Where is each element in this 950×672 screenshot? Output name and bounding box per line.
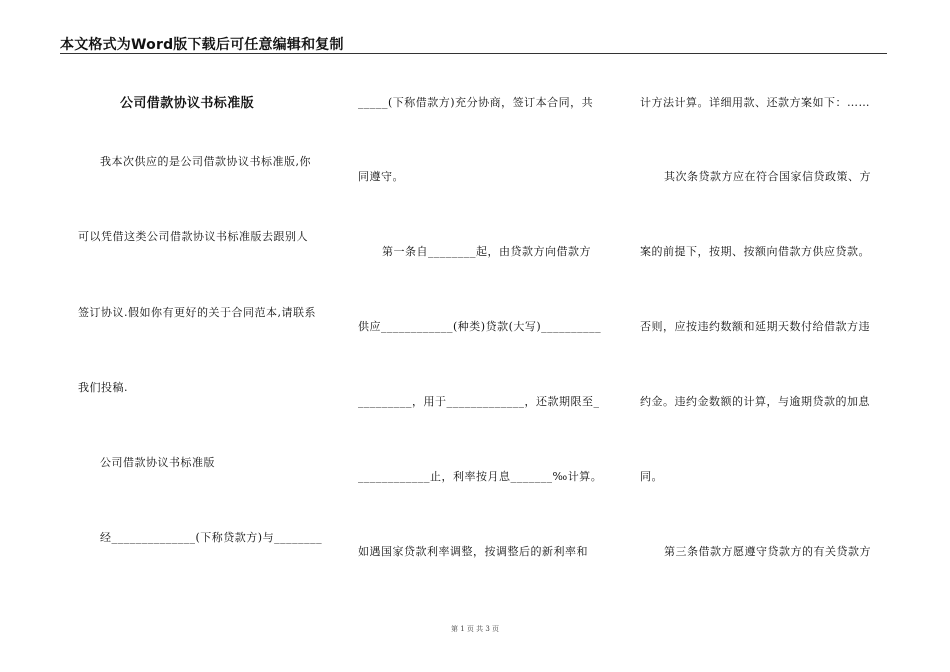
paragraph-line: 签订协议.假如你有更好的关于合同范本,请联系 bbox=[78, 306, 316, 319]
paragraph-line: _________，用于_____________，还款期限至_ bbox=[358, 395, 600, 408]
paragraph-line: 计方法计算。详细用款、还款方案如下：…… bbox=[640, 96, 870, 109]
paragraph-line: 同遵守。 bbox=[358, 170, 404, 183]
paragraph-line: 如遇国家贷款利率调整，按调整后的新利率和 bbox=[358, 545, 588, 558]
paragraph-line: 否则，应按违约数额和延期天数付给借款方违 bbox=[640, 320, 870, 333]
paragraph-line: 约金。违约金数额的计算，与逾期贷款的加息 bbox=[640, 395, 870, 408]
section-heading: 公司借款协议书标准版 bbox=[100, 456, 215, 469]
document-header: 本文格式为Word版下载后可任意编辑和复制 bbox=[60, 37, 344, 53]
paragraph-line: 供应____________(种类)贷款(大写)__________ bbox=[358, 320, 602, 333]
paragraph-line: 其次条贷款方应在符合国家信贷政策、方 bbox=[664, 170, 871, 183]
header-divider bbox=[60, 53, 887, 54]
paragraph-line: 我本次供应的是公司借款协议书标准版,你 bbox=[100, 155, 311, 168]
paragraph-line: 可以凭借这类公司借款协议书标准版去跟别人 bbox=[78, 230, 308, 243]
paragraph-line: ____________止，利率按月息_______‰计算。 bbox=[358, 470, 603, 483]
paragraph-line: _____(下称借款方)充分协商，签订本合同，共 bbox=[358, 96, 594, 109]
paragraph-line: 第三条借款方愿遵守贷款方的有关贷款方 bbox=[664, 545, 871, 558]
paragraph-line: 第一条自________起，由贷款方向借款方 bbox=[382, 245, 591, 258]
paragraph-line: 同。 bbox=[640, 470, 663, 483]
page-number: 第 1 页 共 3 页 bbox=[450, 625, 500, 633]
paragraph-line: 案的前提下，按期、按额向借款方供应贷款。 bbox=[640, 245, 870, 258]
paragraph-line: 我们投稿. bbox=[78, 381, 128, 394]
paragraph-line: 经______________(下称贷款方)与________ bbox=[100, 531, 323, 544]
document-title: 公司借款协议书标准版 bbox=[120, 96, 255, 111]
